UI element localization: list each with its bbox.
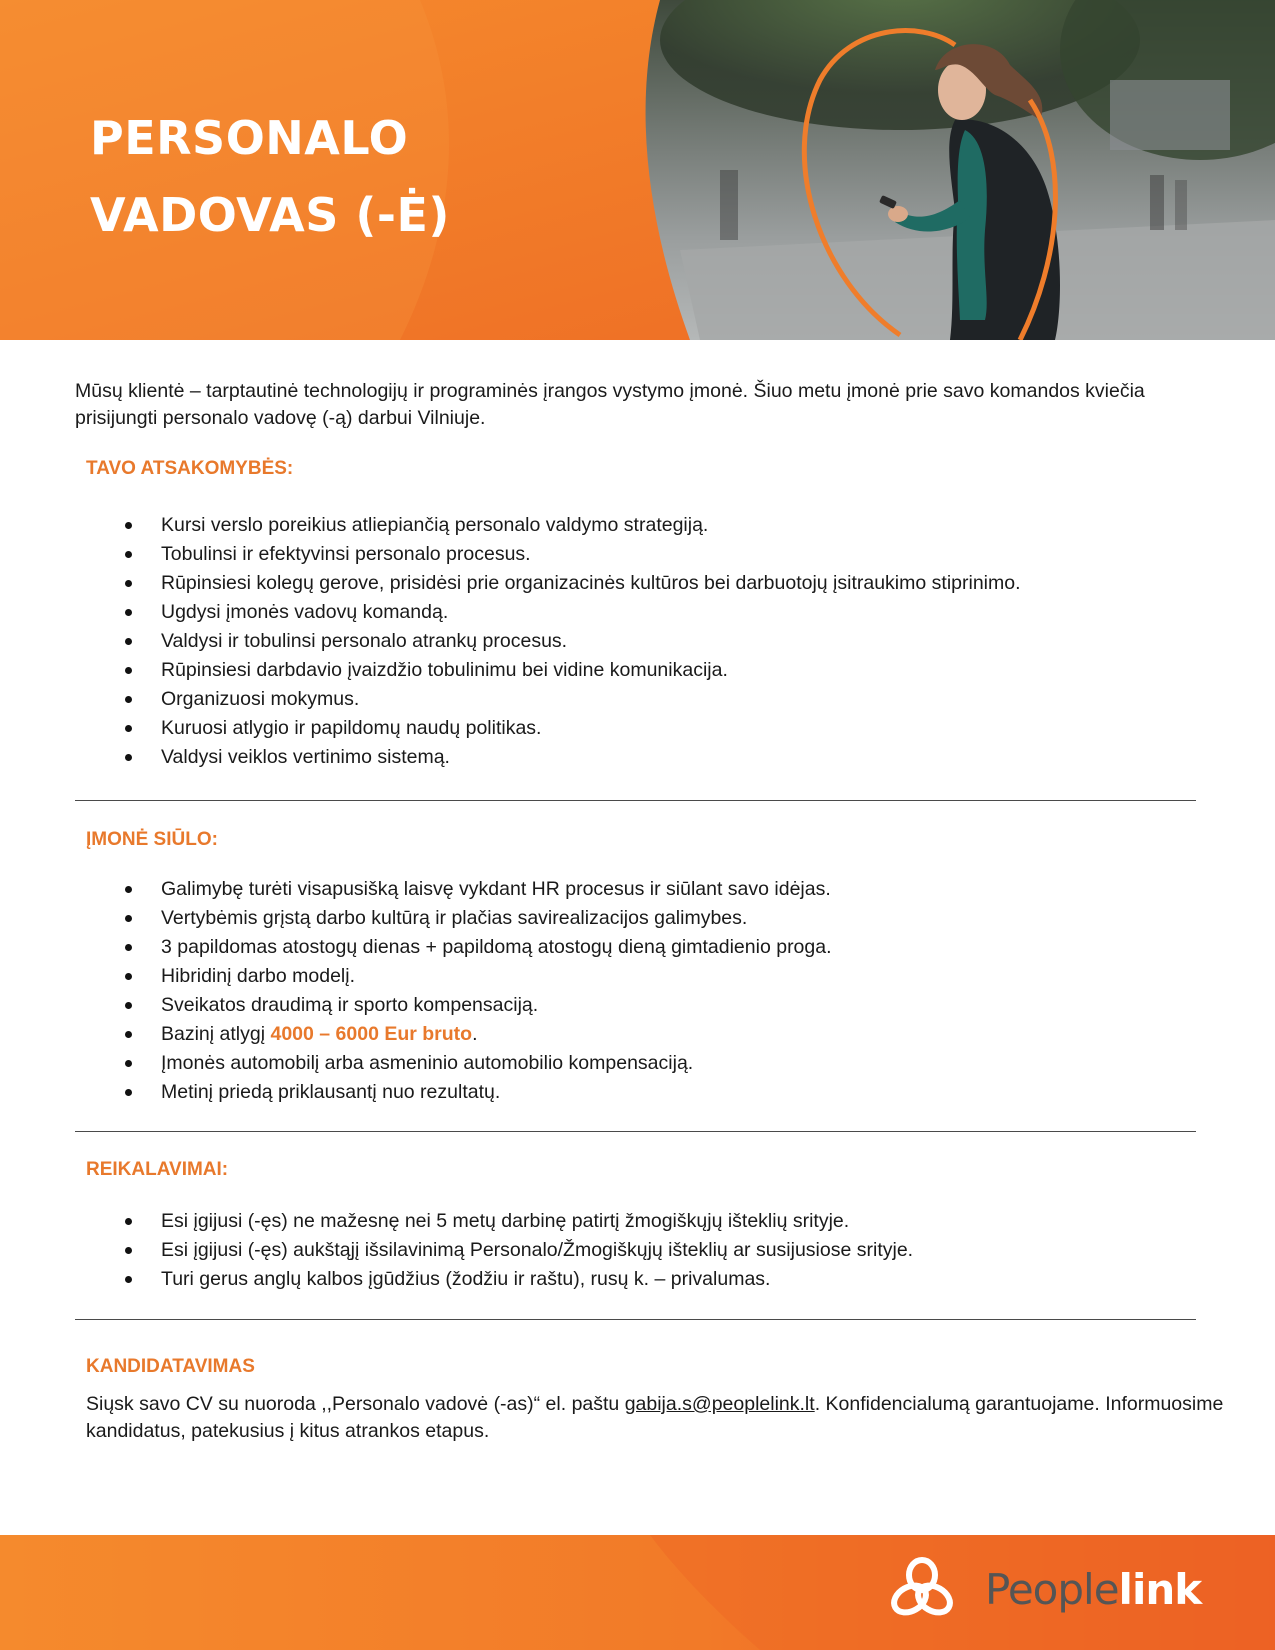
list-item: Valdysi ir tobulinsi personalo atrankų procesus.: [0, 627, 1200, 656]
responsibilities-list: [0, 511, 1200, 772]
salary-prefix: Bazinį atlygį: [161, 1023, 271, 1045]
list-item: Organizuosi mokymus.: [0, 685, 1200, 714]
list-item: Galimybę turėti visapusišką laisvę vykdant HR procesus ir siūlant savo idėjas.: [0, 875, 1200, 904]
list-item: Rūpinsiesi kolegų gerove, prisidėsi prie organizacinės kultūros bei darbuotojų įsitraukimo stiprinimo.: [0, 569, 1200, 598]
application-text-after: . Konfidencialumą garantuojame. Informuosime kandidatus, patekusius į kitus atrankos etapus.: [86, 1393, 1224, 1442]
application-text-before: Siųsk savo CV su nuoroda ,,Personalo vadovė (-as)“ el. paštu: [86, 1393, 625, 1415]
section-divider: [75, 1131, 1196, 1132]
page-title: [90, 100, 450, 254]
list-item: Įmonės automobilį arba asmeninio automobilio kompensaciją.: [0, 1049, 1200, 1078]
requirements-title: REIKALAVIMAI:: [86, 1159, 229, 1180]
offers-list: [0, 875, 1200, 1107]
intro-paragraph: Mūsų klientė – tarptautinė technologijų ir programinės įrangos vystymo įmonė. Šiuo metu įmonė prie savo komandos kviečia prisijungti personalo vadovę (-ą) darbui Vilniuje.: [75, 380, 1145, 429]
list-item: Turi gerus anglų kalbos įgūdžius (žodžiu ir raštu), rusų k. – privalumas.: [0, 1265, 1200, 1294]
list-item: Tobulinsi ir efektyvinsi personalo procesus.: [0, 540, 1200, 569]
application-title: KANDIDATAVIMAS: [86, 1356, 255, 1377]
list-item: Vertybėmis grįstą darbo kultūrą ir plačias savirealizacijos galimybes.: [0, 904, 1200, 933]
list-item: 3 papildomas atostogų dienas + papildomą atostogų dieną gimtadienio proga.: [0, 933, 1200, 962]
list-item: Sveikatos draudimą ir sporto kompensaciją.: [0, 991, 1200, 1020]
salary-value: 4000 – 6000 Eur bruto: [270, 1023, 473, 1045]
list-item: Ugdysi įmonės vadovų komandą.: [0, 598, 1200, 627]
application-text: [86, 1391, 1226, 1445]
list-item: Valdysi veiklos vertinimo sistemą.: [0, 743, 1200, 772]
requirements-list: [0, 1207, 1200, 1294]
email-link[interactable]: gabija.s@peoplelink.lt: [624, 1393, 815, 1415]
section-divider: [75, 800, 1196, 801]
list-item: Hibridinį darbo modelį.: [0, 962, 1200, 991]
footer-banner: [0, 1535, 1275, 1650]
logo-text-people: People: [985, 1565, 1119, 1614]
title-line-1: PERSONALO: [90, 111, 409, 165]
section-divider: [75, 1319, 1196, 1320]
salary-item: [0, 1020, 1200, 1049]
peoplelink-logo: [985, 1565, 1201, 1615]
list-item: Esi įgijusi (-ęs) ne mažesnę nei 5 metų darbinę patirtį žmogiškųjų išteklių srityje.: [0, 1207, 1200, 1236]
title-line-2: VADOVAS (-Ė): [90, 188, 450, 242]
list-item: Kursi verslo poreikius atliepiančią personalo valdymo strategiją.: [0, 511, 1200, 540]
salary-suffix: .: [472, 1023, 478, 1045]
responsibilities-title: TAVO ATSAKOMYBĖS:: [86, 458, 294, 479]
logo-text-link: link: [1118, 1565, 1202, 1614]
header-banner: [0, 0, 1275, 340]
peoplelink-knot-icon: [888, 1555, 956, 1627]
offers-title: ĮMONĖ SIŪLO:: [86, 829, 218, 850]
list-item: Metinį priedą priklausantį nuo rezultatų.: [0, 1078, 1200, 1107]
list-item: Rūpinsiesi darbdavio įvaizdžio tobulinimu bei vidine komunikacija.: [0, 656, 1200, 685]
list-item: Kuruosi atlygio ir papildomų naudų politikas.: [0, 714, 1200, 743]
list-item: Esi įgijusi (-ęs) aukštąjį išsilavinimą Personalo/Žmogiškųjų išteklių ar susijusiose srityje.: [0, 1236, 1200, 1265]
